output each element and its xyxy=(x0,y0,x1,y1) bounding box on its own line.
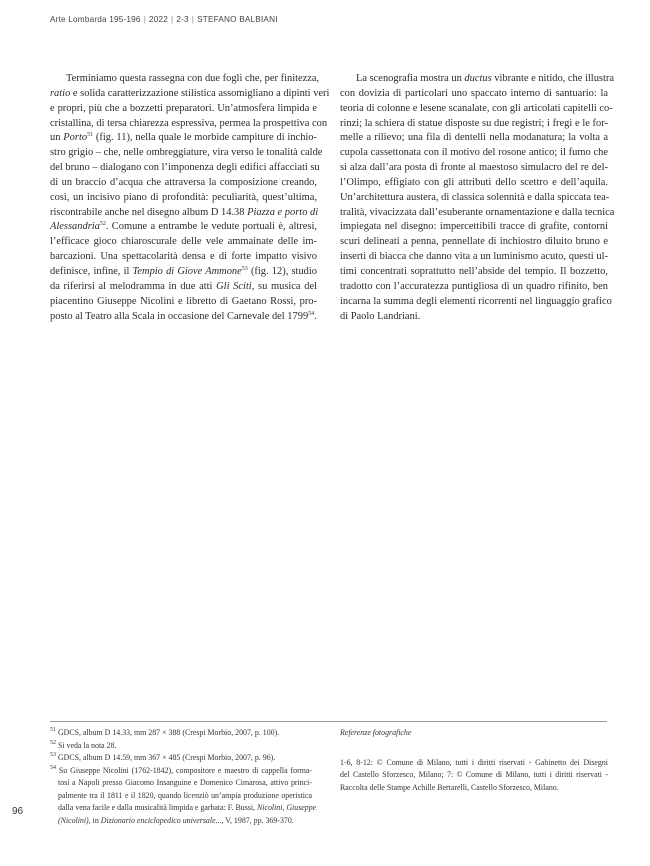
italic-text: Gli Sciti xyxy=(216,280,252,292)
text-run: , su musica del xyxy=(251,280,317,292)
text-line xyxy=(50,790,312,803)
text-run: Si veda la nota 28. xyxy=(56,740,117,750)
italic-text: Piazza e porto di xyxy=(247,206,319,218)
text-line xyxy=(50,295,317,310)
journal-issue: 2-3 xyxy=(176,15,189,24)
text-run: l’efficace gioco chiaroscurale delle vele ammainate delle im- xyxy=(50,236,317,248)
body-column-left xyxy=(50,72,330,324)
text-run: cristallina, di tersa chiarezza espressiva, permea la prospettiva con xyxy=(50,117,328,129)
text-run: scuri delineati a penna, pennellate di inchiostro diluito bruno e xyxy=(340,236,608,248)
text-line xyxy=(50,250,317,265)
text-run: tradotto con l’accuratezza puntigliosa di un quadro rifinito, ben xyxy=(340,280,608,292)
text-run: , in xyxy=(88,815,101,825)
footnote-marker: 52 xyxy=(99,221,106,228)
text-line xyxy=(340,310,608,325)
text-line xyxy=(50,117,328,132)
text-run: così, un incisivo piano di profondità: peculiarità, quest’ultima, xyxy=(50,191,317,203)
text-line xyxy=(340,235,608,250)
text-run: un xyxy=(50,132,64,144)
text-run: cupola cassettonata con il motivo del rosone antico; il fumo che xyxy=(340,147,608,159)
text-run: La scenografia mostra un xyxy=(356,73,465,84)
text-line xyxy=(50,765,312,778)
photo-credits-body xyxy=(340,757,608,795)
footnote-marker: 51 xyxy=(87,132,94,139)
text-line xyxy=(340,280,608,295)
text-run: palmente tra il 1811 e il 1820, quando licenziò un’ampia produzione operistica xyxy=(58,790,312,800)
text-line xyxy=(340,176,608,191)
text-run: impiegata nel disegno: impercettibili tracce di grafite, contorni xyxy=(340,221,608,233)
body-column-right xyxy=(340,72,615,324)
text-run: definisce, infine, il xyxy=(50,265,133,277)
italic-text: ratio xyxy=(50,87,71,99)
header-separator: | xyxy=(171,15,174,24)
text-line xyxy=(340,295,612,310)
text-run: 1-6, 8-12: © Comune di Milano, tutti i diritti riservati - Gabinetto dei Disegni xyxy=(340,757,608,767)
text-line xyxy=(340,161,608,176)
text-line xyxy=(50,235,317,250)
text-line xyxy=(50,740,312,753)
text-line xyxy=(340,146,608,161)
journal-name: Arte Lombarda 195-196 xyxy=(50,15,141,24)
text-line xyxy=(50,752,312,765)
text-run: Terminiamo questa rassegna con due fogli che, per finitezza, xyxy=(66,73,320,84)
text-line xyxy=(340,782,608,795)
text-run: timi concentrati soprattutto nell’abside del tempio. Il bozzetto, xyxy=(340,265,608,277)
text-run: . xyxy=(314,310,317,322)
text-run: melle a rilievo; una fila di dentelli nella modanatura; la volta a xyxy=(340,132,608,144)
footnote-marker: 53 xyxy=(50,752,56,758)
text-line xyxy=(50,131,317,146)
text-run: GDCS, album D 14.33, mm 287 × 388 (Crespi Morbio, 2007, p. 100). xyxy=(56,728,280,737)
text-line xyxy=(50,146,323,161)
text-run: di un braccio d’acqua che attraversa la composizione creando, xyxy=(50,176,317,188)
text-run: inserti di biacca che danno vita a un luminismo acuto, questi ul- xyxy=(340,251,608,263)
text-run: di Paolo Landriani. xyxy=(340,310,421,322)
text-line xyxy=(50,72,320,87)
text-run: Un’architettura austera, di classica solennità e dalla spiccata tea- xyxy=(340,191,610,203)
page-number: 96 xyxy=(12,806,24,817)
text-run: con dovizia di particolari uno spaccato interno di santuario: la xyxy=(340,87,608,99)
text-run: incarna la summa degli elementi ricorrenti nel linguaggio grafico xyxy=(340,295,612,307)
text-run: l’Olimpo, effigiato con gli attributi dello scettro e dell’aquila. xyxy=(340,176,608,188)
footnote-marker: 51 xyxy=(50,727,56,733)
text-line xyxy=(50,220,317,235)
text-line xyxy=(50,815,312,828)
footnote-marker: 53 xyxy=(241,265,248,272)
text-line xyxy=(340,757,608,770)
text-line xyxy=(50,206,317,221)
text-line xyxy=(340,102,613,117)
italic-text: ductus xyxy=(464,73,492,84)
text-run: . Comune a entrambe le vedute portuali è, altresì, xyxy=(105,221,317,233)
text-run: vibrante e nitido, che illustra xyxy=(491,73,614,84)
text-line xyxy=(50,727,312,740)
footnote-marker: 52 xyxy=(50,739,56,746)
text-run: Su Giuseppe Nicolini (1762-1842), compositore e maestro di cappella forma- xyxy=(56,765,312,775)
footnote-divider xyxy=(50,721,607,722)
text-run: piacentino Giuseppe Nicolini e libretto di Gaetano Rossi, pro- xyxy=(50,295,317,307)
header-separator: | xyxy=(191,15,195,24)
text-run: posto al Teatro alla Scala in occasione del Carnevale del 1799 xyxy=(50,310,309,322)
text-line xyxy=(50,161,320,176)
text-line xyxy=(340,131,608,146)
text-run: stro grigio – che, nelle ombreggiature, vira verso le tonalità calde xyxy=(50,147,323,159)
text-line xyxy=(50,176,317,191)
footnotes xyxy=(50,727,317,827)
text-run: Raccolta delle Stampe Achille Bertarelli, Castello Sforzesco, Milano. xyxy=(340,782,559,792)
text-line xyxy=(340,191,608,206)
italic-text: Alessandria xyxy=(50,221,100,233)
text-line xyxy=(340,117,608,132)
footnote-marker: 54 xyxy=(50,764,56,771)
italic-text: Tempio di Giove Ammone xyxy=(132,265,242,277)
italic-text: Nicolini, Giuseppe xyxy=(256,803,317,812)
text-line xyxy=(50,87,330,102)
italic-text: (Nicolini) xyxy=(58,815,89,825)
text-run: si alza dall’ara posta di fronte al maestoso simulacro del re del- xyxy=(340,162,608,174)
text-run: tralità, vivacizzata dall’esuberante ornamentazione e dalla tecnica xyxy=(340,206,615,218)
text-line xyxy=(50,102,317,117)
text-line xyxy=(50,310,317,325)
text-run: rinzi; la schiera di statue disposte su due registri; i fregi e le for- xyxy=(340,117,608,129)
text-line xyxy=(340,769,608,782)
text-line xyxy=(50,280,317,295)
italic-text: Dizionario enciclopedico universale... xyxy=(100,815,222,825)
text-line xyxy=(340,265,608,280)
text-line xyxy=(340,250,608,265)
text-run: da riferirsi al melodramma in due atti xyxy=(50,280,217,292)
text-run: e solida caratterizzazione stilistica assomigliano a dipinti veri xyxy=(70,87,330,99)
text-run: GDCS, album D 14.59, mm 367 × 485 (Crespi Morbio, 2007, p. 96). xyxy=(56,753,276,762)
photo-credits xyxy=(340,727,608,794)
text-line xyxy=(50,802,317,815)
photo-credits-title: Referenze fotografiche xyxy=(340,728,412,737)
text-run: del Castello Sforzesco, Milano; 7: © Comune di Milano, tutti i diritti riservati - xyxy=(340,770,608,779)
text-run: (fig. 11), nella quale le morbide campiture di inchio- xyxy=(93,132,318,144)
text-line xyxy=(340,206,615,221)
text-run: riscontrabile anche nel disegno album D 14.38 xyxy=(50,206,248,218)
text-line xyxy=(50,191,317,206)
text-run: barcazioni. Una spettacolarità densa e di forte impatto visivo xyxy=(50,251,317,263)
article-author: STEFANO BALBIANI xyxy=(197,15,278,24)
text-run: del bruno – dialogano con l’imponenza degli edifici affacciati su xyxy=(50,162,320,174)
text-run: dalla vena facile e dalla musicalità limpida e garbata: F. Bussi, xyxy=(58,803,257,812)
text-run: tosi a Napoli presso Giacomo Insanguine e Domenico Cimarosa, attivo princi- xyxy=(58,778,312,787)
text-line xyxy=(340,220,608,235)
text-run: e propri, più che a bozzetti preparatori. Un’atmosfera limpida e xyxy=(50,102,317,114)
text-line xyxy=(340,72,614,87)
footnote-marker: 54 xyxy=(308,310,315,317)
text-line xyxy=(50,265,317,280)
running-header xyxy=(50,15,278,24)
text-line xyxy=(50,777,312,790)
italic-text: Porto xyxy=(63,132,88,144)
text-run: , V, 1987, pp. 369-370. xyxy=(221,815,294,825)
journal-year: 2022 xyxy=(149,15,169,24)
text-run: teoria di colonne e lesene scanalate, con gli articolati capitelli co- xyxy=(340,102,613,114)
text-line xyxy=(340,87,608,102)
header-separator: | xyxy=(143,15,147,24)
text-run: (fig. 12), studio xyxy=(247,265,317,277)
